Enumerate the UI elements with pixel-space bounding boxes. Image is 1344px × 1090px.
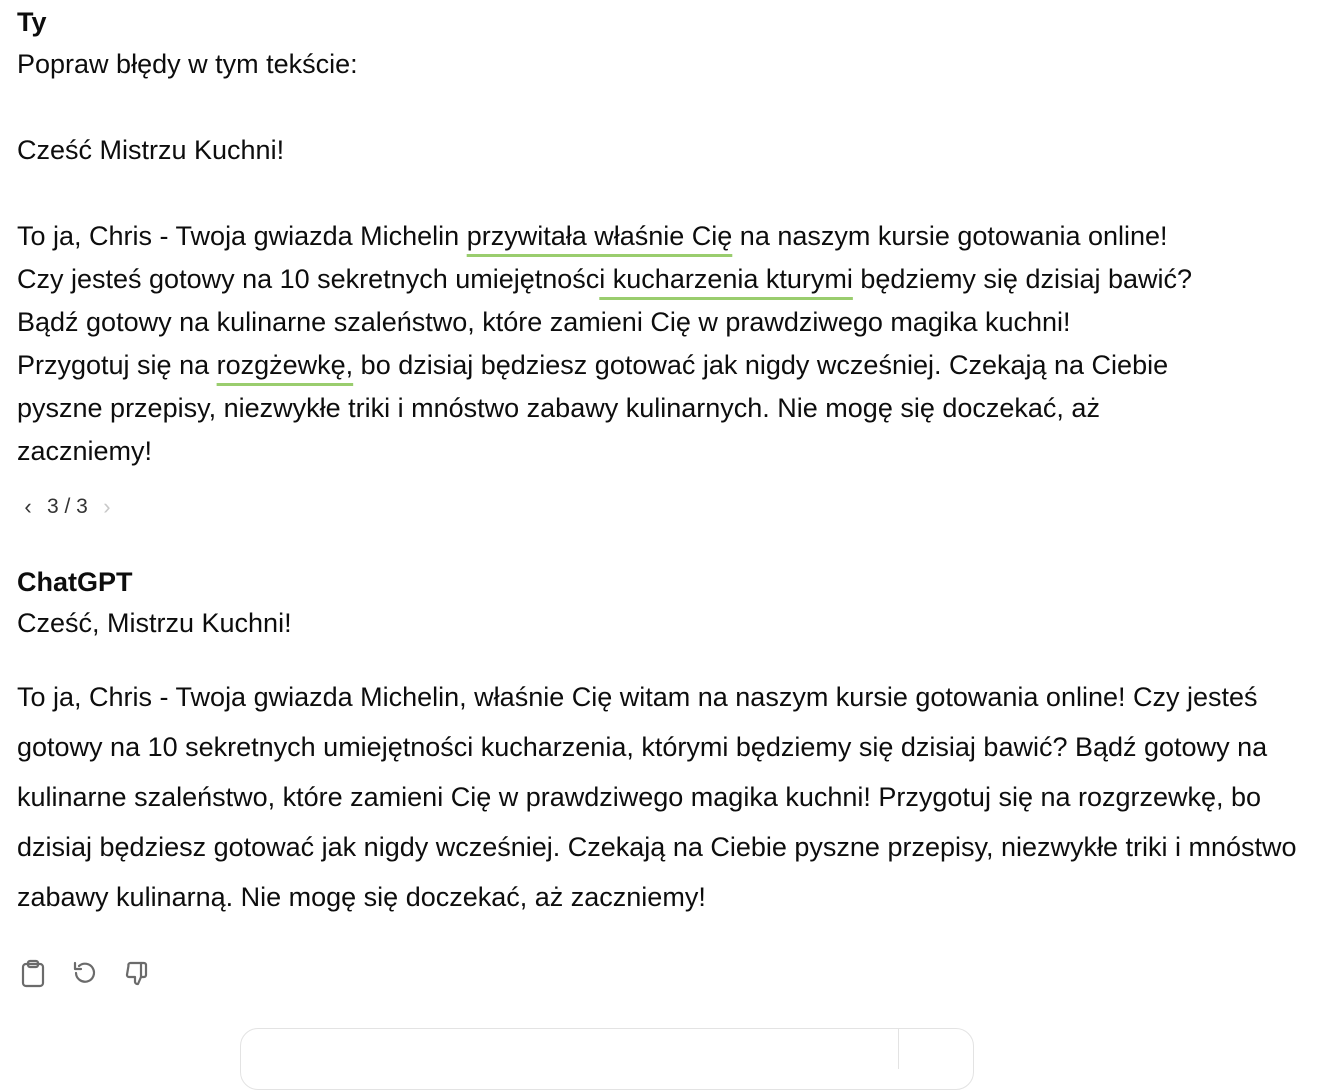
chevron-left-icon[interactable]: ‹	[24, 494, 32, 519]
clipboard-icon	[20, 959, 46, 989]
regenerate-icon	[70, 959, 100, 989]
message-actions	[18, 958, 152, 990]
user-line-3: Bądź gotowy na kulinarne szaleństwo, które zamieni Cię w prawdziwego magika kuchni!	[17, 307, 1071, 337]
spelling-error-1[interactable]: przywitała właśnie Cię	[466, 221, 733, 251]
message-version-pager	[17, 494, 118, 520]
chevron-right-icon[interactable]: ›	[103, 494, 111, 519]
user-intro-text: Popraw błędy w tym tekście:	[17, 49, 358, 79]
user-message-body	[17, 43, 1304, 473]
user-author-label: Ty	[17, 7, 47, 37]
assistant-author-label: ChatGPT	[17, 567, 133, 597]
version-counter: 3 / 3	[47, 495, 88, 518]
user-line-4: Przygotuj się na rozgżewkę, bo dzisiaj będziesz gotować jak nigdy wcześniej. Czekają na Ciebie	[17, 350, 1169, 380]
assistant-message-body	[17, 608, 1304, 922]
assistant-paragraph: To ja, Chris - Twoja gwiazda Michelin, właśnie Cię witam na naszym kursie gotowania online! Czy jesteś gotowy na 10 sekretnych umiejętności kucharzenia, którymi będziemy się dzisiaj bawić? Bądź gotowy na kulinarne szaleństwo, które zamieni Cię w prawdziwego magika kuchni! Przygotuj się na rozgrzewkę, bo dzisiaj będziesz gotować jak nigdy wcześniej. Czekają na Ciebie pyszne przepisy, niezwykłe triki i mnóstwo zabawy kulinarną. Nie mogę się doczekać, aż zaczniemy!	[17, 682, 1297, 912]
user-line-6: zaczniemy!	[17, 436, 153, 466]
assistant-message	[17, 566, 1304, 922]
message-composer[interactable]	[240, 1028, 974, 1090]
user-line-1: To ja, Chris - Twoja gwiazda Michelin przywitała właśnie Cię na naszym kursie gotowania online!	[17, 221, 1168, 251]
assistant-greeting-text: Cześć, Mistrzu Kuchni!	[17, 608, 292, 638]
user-greeting-text: Cześć Mistrzu Kuchni!	[17, 135, 285, 165]
spelling-error-3[interactable]: rozgżewkę,	[216, 350, 354, 380]
dislike-button[interactable]	[122, 958, 152, 990]
regenerate-button[interactable]	[70, 958, 100, 990]
user-line-5: pyszne przepisy, niezwykłe triki i mnóstwo zabawy kulinarnych. Nie mogę się doczekać, aż	[17, 393, 1100, 423]
composer-divider	[898, 1029, 899, 1069]
copy-button[interactable]	[18, 958, 48, 990]
spelling-error-2[interactable]: i kucharzenia kturymi	[599, 264, 853, 294]
user-message	[17, 6, 1304, 473]
thumbs-down-icon	[122, 959, 152, 989]
user-line-2: Czy jesteś gotowy na 10 sekretnych umiejętności kucharzenia kturymi będziemy się dzisiaj bawić?	[17, 264, 1193, 294]
